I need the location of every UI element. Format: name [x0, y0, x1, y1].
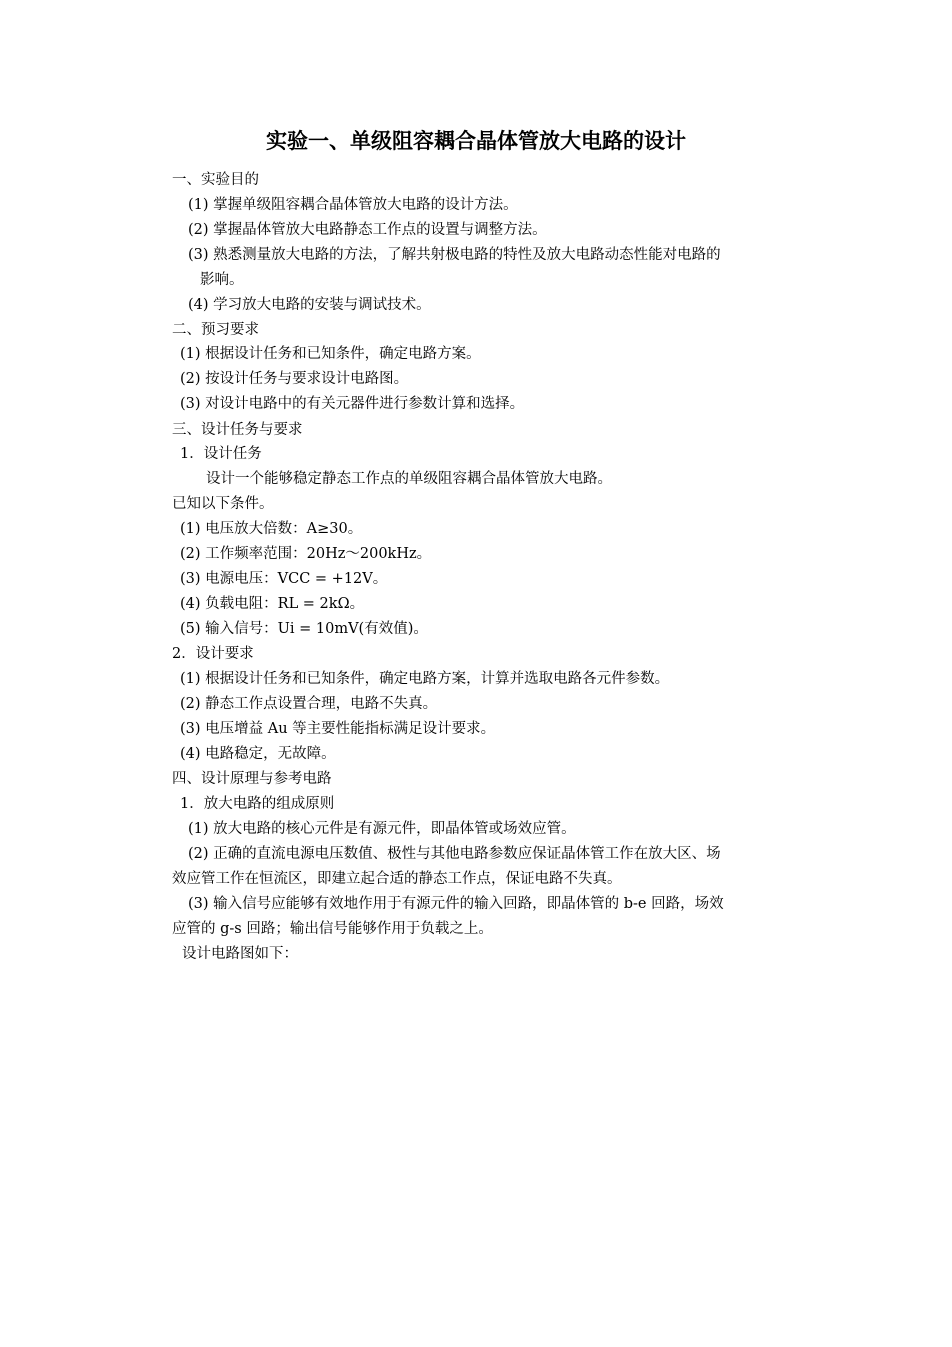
document-title: 实验一、单级阻容耦合晶体管放大电路的设计	[266, 129, 686, 153]
list-item: (2) 按设计任务与要求设计电路图。	[180, 371, 409, 387]
principle-paragraph: (1) 放大电路的核心元件是有源元件，即晶体管或场效应管。	[188, 821, 576, 837]
list-item-continued: 影响。	[200, 272, 244, 288]
condition-item: (3) 电源电压：VCC = +12V。	[180, 571, 388, 587]
condition-item: (2) 工作频率范围：20Hz～200kHz。	[180, 546, 432, 562]
section-heading: 四、设计原理与参考电路	[172, 771, 332, 787]
list-item: (2) 掌握晶体管放大电路静态工作点的设置与调整方法。	[188, 222, 547, 238]
principle-paragraph: (2) 正确的直流电源电压数值、极性与其他电路参数应保证晶体管工作在放大区、场	[188, 846, 721, 862]
section-heading: 三、设计任务与要求	[172, 422, 303, 438]
principle-paragraph: (3) 输入信号应能够有效地作用于有源元件的输入回路，即晶体管的 b-e 回路，场效	[188, 896, 724, 912]
list-item: (3) 对设计电路中的有关元器件进行参数计算和选择。	[180, 396, 525, 412]
condition-item: (4) 负载电阻：RL = 2kΩ。	[180, 596, 365, 612]
requirement-item: (3) 电压增益 Au 等主要性能指标满足设计要求。	[180, 721, 496, 737]
requirement-item: (1) 根据设计任务和已知条件，确定电路方案，计算并选取电路各元件参数。	[180, 671, 670, 687]
requirement-item: (2) 静态工作点设置合理，电路不失真。	[180, 696, 438, 712]
list-item: (1) 根据设计任务和已知条件，确定电路方案。	[180, 346, 481, 362]
list-item: (1) 掌握单级阻容耦合晶体管放大电路的设计方法。	[188, 197, 518, 213]
subsection-heading: 1．设计任务	[180, 446, 262, 462]
condition-item: (5) 输入信号：Ui = 10mV(有效值)。	[180, 621, 428, 637]
requirement-item: (4) 电路稳定，无故障。	[180, 746, 336, 762]
condition-item: (1) 电压放大倍数：A≥30。	[180, 521, 363, 537]
known-conditions-label: 已知以下条件。	[172, 496, 274, 512]
principle-paragraph-continued: 效应管工作在恒流区，即建立起合适的静态工作点，保证电路不失真。	[172, 871, 622, 887]
list-item: (3) 熟悉测量放大电路的方法，了解共射极电路的特性及放大电路动态性能对电路的	[188, 247, 721, 263]
subsection-heading: 2．设计要求	[172, 646, 254, 662]
circuit-diagram-caption: 设计电路图如下：	[182, 946, 298, 962]
subsection-heading: 1．放大电路的组成原则	[180, 796, 335, 812]
section-heading: 二、预习要求	[172, 322, 259, 338]
task-description: 设计一个能够稳定静态工作点的单级阻容耦合晶体管放大电路。	[206, 471, 612, 487]
list-item: (4) 学习放大电路的安装与调试技术。	[188, 297, 431, 313]
principle-paragraph-continued: 应管的 g-s 回路；输出信号能够作用于负载之上。	[172, 921, 493, 937]
section-heading: 一、实验目的	[172, 172, 259, 188]
